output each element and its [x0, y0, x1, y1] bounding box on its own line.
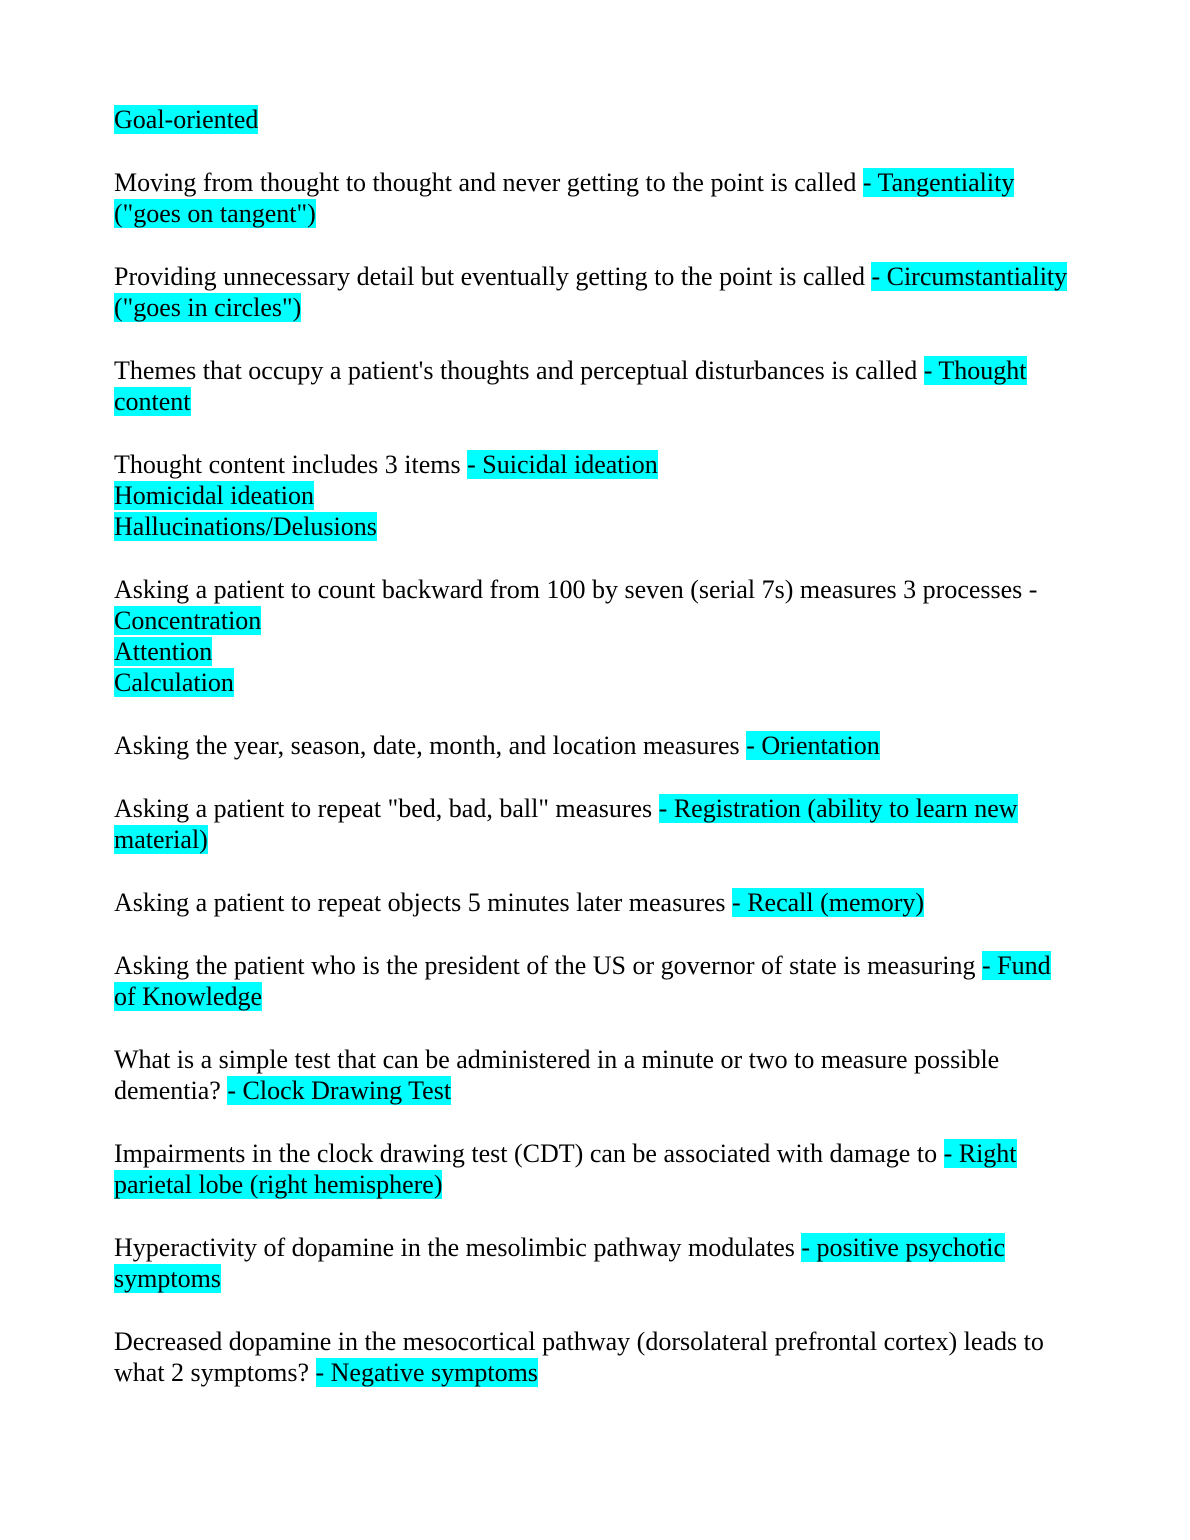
- answer-highlight: Goal-oriented: [114, 105, 259, 134]
- answer-highlight: - Registration (ability to learn new material): [114, 794, 1018, 854]
- qa-item: [114, 355, 1074, 417]
- document-page: [114, 104, 1074, 1420]
- qa-item: [114, 167, 1074, 229]
- question-text: Decreased dopamine in the mesocortical pathway (dorsolateral prefrontal cortex) leads to what 2 symptoms?: [114, 1327, 1044, 1387]
- question-text: Moving from thought to thought and never getting to the point is called: [114, 168, 863, 197]
- qa-item: [114, 1044, 1074, 1106]
- question-text: Impairments in the clock drawing test (CDT) can be associated with damage to: [114, 1139, 944, 1168]
- answer-highlight: Homicidal ideation: [114, 481, 315, 510]
- qa-item: [114, 261, 1074, 323]
- answer-highlight: Calculation: [114, 668, 234, 697]
- answer-highlight: - Orientation: [746, 731, 880, 760]
- qa-item: [114, 887, 1074, 918]
- question-text: Asking a patient to count backward from 100 by seven (serial 7s) measures 3 processes -: [114, 575, 1038, 604]
- qa-item: [114, 793, 1074, 855]
- qa-item: [114, 950, 1074, 1012]
- answer-highlight: Concentration: [114, 606, 262, 635]
- answer-highlight: - Suicidal ideation: [467, 450, 658, 479]
- answer-highlight: - Thought content: [114, 356, 1027, 416]
- answer-highlight: - Tangentiality ("goes on tangent"): [114, 168, 1015, 228]
- question-text: Providing unnecessary detail but eventually getting to the point is called: [114, 262, 872, 291]
- answer-highlight: - positive psychotic symptoms: [114, 1233, 1006, 1293]
- qa-item: [114, 730, 1074, 761]
- question-text: Asking a patient to repeat objects 5 minutes later measures: [114, 888, 733, 917]
- qa-item: [114, 1138, 1074, 1200]
- qa-item: [114, 449, 1074, 542]
- answer-highlight: - Fund of Knowledge: [114, 951, 1051, 1011]
- question-text: Thought content includes 3 items: [114, 450, 468, 479]
- qa-item: [114, 1232, 1074, 1294]
- question-text: Asking a patient to repeat "bed, bad, ball" measures: [114, 794, 659, 823]
- answer-highlight: Attention: [114, 637, 213, 666]
- question-text: Hyperactivity of dopamine in the mesolimbic pathway modulates: [114, 1233, 802, 1262]
- answer-highlight: Hallucinations/Delusions: [114, 512, 377, 541]
- answer-highlight: - Negative symptoms: [315, 1358, 538, 1387]
- qa-item: [114, 1326, 1074, 1388]
- answer-highlight: - Circumstantiality ("goes in circles"): [114, 262, 1068, 322]
- question-text: What is a simple test that can be administered in a minute or two to measure possible dementia?: [114, 1045, 1000, 1105]
- answer-highlight: - Recall (memory): [732, 888, 925, 917]
- question-text: Themes that occupy a patient's thoughts and perceptual disturbances is called: [114, 356, 924, 385]
- qa-item: [114, 104, 1074, 135]
- qa-item: [114, 574, 1074, 698]
- question-text: Asking the patient who is the president of the US or governor of state is measuring: [114, 951, 982, 980]
- question-text: Asking the year, season, date, month, and location measures: [114, 731, 747, 760]
- answer-highlight: - Clock Drawing Test: [227, 1076, 452, 1105]
- answer-highlight: - Right parietal lobe (right hemisphere): [114, 1139, 1017, 1199]
